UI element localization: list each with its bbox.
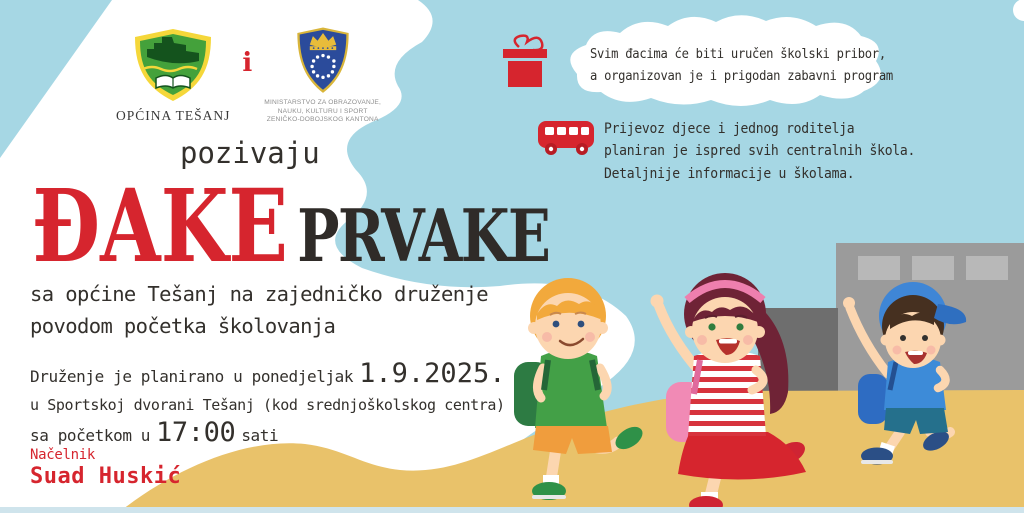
bus-note-line: planiran je ispred svih centralnih škola.: [604, 143, 916, 160]
headline-prvake: PRVAKE: [297, 193, 550, 278]
event-date: 1.9.2025.: [359, 358, 506, 389]
gift-note-line: Svim đacima će biti uručen školski pribor,: [590, 46, 886, 62]
event-venue-line: u Sportskoj dvorani Tešanj (kod srednjoškolskog centra): [30, 396, 505, 414]
logo-ministry-caption: [264, 99, 381, 125]
bus-note: [604, 118, 915, 185]
event-time-line: [30, 417, 505, 448]
building-window: [912, 256, 954, 280]
signature-role: Načelnik: [30, 447, 96, 463]
bus-note-line: Prijevoz djece i jednog roditelja: [604, 121, 855, 137]
headline: [32, 167, 550, 285]
logo-ministry: [264, 26, 381, 125]
signature: [30, 447, 181, 489]
logo-opcina-tesanj: [116, 26, 230, 124]
gift-note: [590, 44, 893, 88]
ministry-coat-of-arms-icon: [294, 26, 352, 96]
ministry-caption-line: MINISTARSTVO ZA OBRAZOVANJE,: [264, 99, 382, 106]
headline-djake: ĐAKE: [32, 167, 288, 285]
bottom-strip: [0, 507, 1024, 513]
event-time-suffix: sati: [241, 426, 279, 445]
pozivaju-text: pozivaju: [180, 136, 320, 170]
logos-header: [116, 26, 381, 125]
gift-note-line: a organizovan je i prigodan zabavni program: [590, 67, 893, 84]
subtitle-line: sa općine Tešanj na zajedničko druženje: [30, 282, 488, 306]
event-date-prefix: Druženje je planirano u ponedjeljak: [30, 367, 354, 386]
ministry-caption-line: ZENIČKO-DOBOJSKOG KANTONA: [266, 116, 379, 124]
signature-name: Suad Huskić: [30, 464, 182, 489]
subtitle: [30, 278, 488, 342]
subtitle-line: povodom početka školovanja: [30, 314, 336, 338]
logo-connector-i: i: [242, 48, 253, 78]
event-time: 17:00: [156, 417, 236, 448]
building-window: [966, 256, 1008, 280]
building-window: [858, 256, 900, 280]
ministry-caption-line: NAUKU, KULTURU I SPORT: [277, 107, 368, 115]
logo-tesanj-caption: OPĆINA TEŠANJ: [116, 108, 231, 123]
bus-note-line: Detaljnije informacije u školama.: [604, 165, 855, 182]
tesanj-coat-of-arms-icon: [128, 26, 218, 104]
event-details: [30, 358, 505, 448]
event-time-prefix: sa početkom u: [30, 426, 151, 445]
event-date-line: [30, 358, 505, 389]
